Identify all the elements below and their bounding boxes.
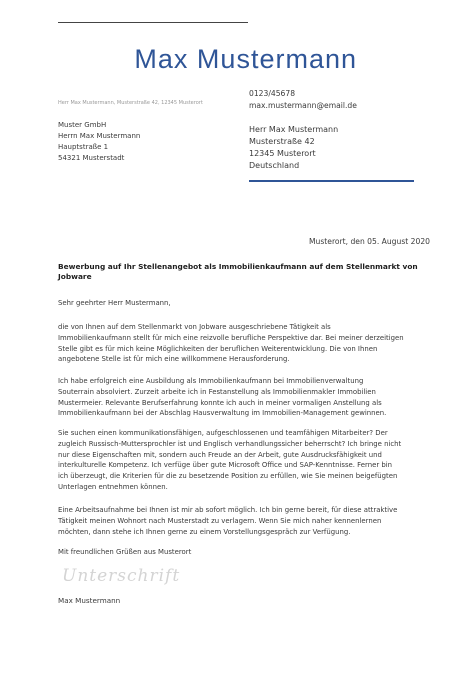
subject-line [58, 262, 418, 282]
address-line: Hauptstraße 1 [58, 143, 109, 151]
phone-number: 0123/45678 [249, 89, 296, 98]
paragraph-line: Immobilienkaufmann bei der Abschlag Hausverwaltung im Immobilien-Management gewinnen. [58, 409, 387, 418]
paragraph-line: nur diese Eigenschaften mit, sondern auch Freude an der Arbeit, gute Ausdrucksfähigkeit und [58, 450, 382, 459]
contact-block [249, 88, 357, 112]
sender-return-line: Herr Max Mustermann, Musterstraße 42, 12345 Musterort [58, 100, 203, 106]
paragraph-line: Mustermeier. Relevante Berufserfahrung konnte ich auch in meiner vormaligen Anstellung als [58, 398, 382, 407]
letter-date: Musterort, den 05. August 2020 [308, 237, 430, 246]
paragraph-line: ich überzeugt, die Kriterien für die zu besetzende Position zu erfüllen, wie Sie meinen beigefügten [58, 472, 398, 481]
paragraph-line: Stelle gibt es für mich keine Möglichkeiten der beruflichen Weiterentwicklung. Die von Ihnen [58, 344, 378, 353]
address-line: Muster GmbH [58, 121, 107, 129]
company-address-block [58, 120, 140, 164]
email-address: max.mustermann@email.de [249, 101, 357, 110]
paragraph-availability [58, 505, 418, 537]
recipient-address-block [249, 124, 338, 172]
address-line: Herr Max Mustermann [249, 125, 339, 134]
subject-text: Bewerbung auf Ihr Stellenangebot als Immobilienkaufmann auf dem Stellenmarkt von [58, 262, 418, 271]
paragraph-line: interkulturelle Kompetenz. Ich verfüge über gute Microsoft Office und SAP-Kenntnisse. Ferner bin [58, 461, 392, 470]
subject-text: Jobware [58, 272, 92, 281]
paragraph-line: die von Ihnen auf dem Stellenmarkt von Jobware ausgeschriebene Tätigkeit als [58, 323, 331, 331]
paragraph-line: zugleich Russisch-Muttersprochler ist und Englisch verhandlungssicher beherrscht? Ich bringe nicht [58, 439, 402, 448]
closing-phrase: Mit freundlichen Grüßen aus Musterort [58, 548, 192, 556]
paragraph-line: Sie suchen einen kommunikationsfähigen, aufgeschlossenen und teamfähigen Mitarbeiter? Der [58, 429, 388, 437]
paragraph-line: Tätigkeit meinen Wohnort nach Musterstadt zu verlagern. Wenn Sie mich naher kennenlernen [58, 516, 382, 525]
paragraph-line: Unterlagen entnehmen können. [58, 482, 168, 491]
address-line: 12345 Musterort [249, 149, 316, 158]
signature-placeholder: Unterschrift [62, 566, 181, 586]
applicant-name-heading: Max Mustermann [134, 44, 357, 74]
paragraph-line: angebotene Stelle ist für mich eine willkommene Herausforderung. [58, 355, 290, 364]
paragraph-line: Ich habe erfolgreich eine Ausbildung als Immobilienkaufmann bei Immobilienverwaltung [58, 377, 364, 385]
address-line: Herrn Max Mustermann [58, 132, 141, 140]
salutation: Sehr geehrter Herr Mustermann, [58, 299, 171, 307]
address-line: 54321 Musterstadt [58, 154, 125, 162]
paragraph-line: möchten, dann stehe ich Ihnen gerne zu einem Vorstellungsgespräch zur Verfügung. [58, 527, 351, 536]
signer-name: Max Mustermann [58, 596, 121, 605]
paragraph-motivation [58, 322, 418, 365]
paragraph-skills [58, 428, 418, 493]
top-divider-line [58, 22, 248, 23]
paragraph-line: Immobilienkaufmann stellt für mich eine reizvolle berufliche Perspektive dar. Bei meiner derzeitigen [58, 333, 404, 342]
paragraph-line: Souterrain absolviert. Zurzeit arbeite ich in Festanstellung als Immobilienmakler Immobilien [58, 387, 376, 396]
address-line: Musterstraße 42 [249, 137, 315, 146]
address-line: Deutschland [249, 161, 300, 170]
paragraph-experience [58, 376, 418, 419]
accent-divider-line [249, 180, 414, 182]
paragraph-line: Eine Arbeitsaufnahme bei Ihnen ist mir ab sofort möglich. Ich bin gerne bereit, für diese attraktive [58, 506, 398, 514]
